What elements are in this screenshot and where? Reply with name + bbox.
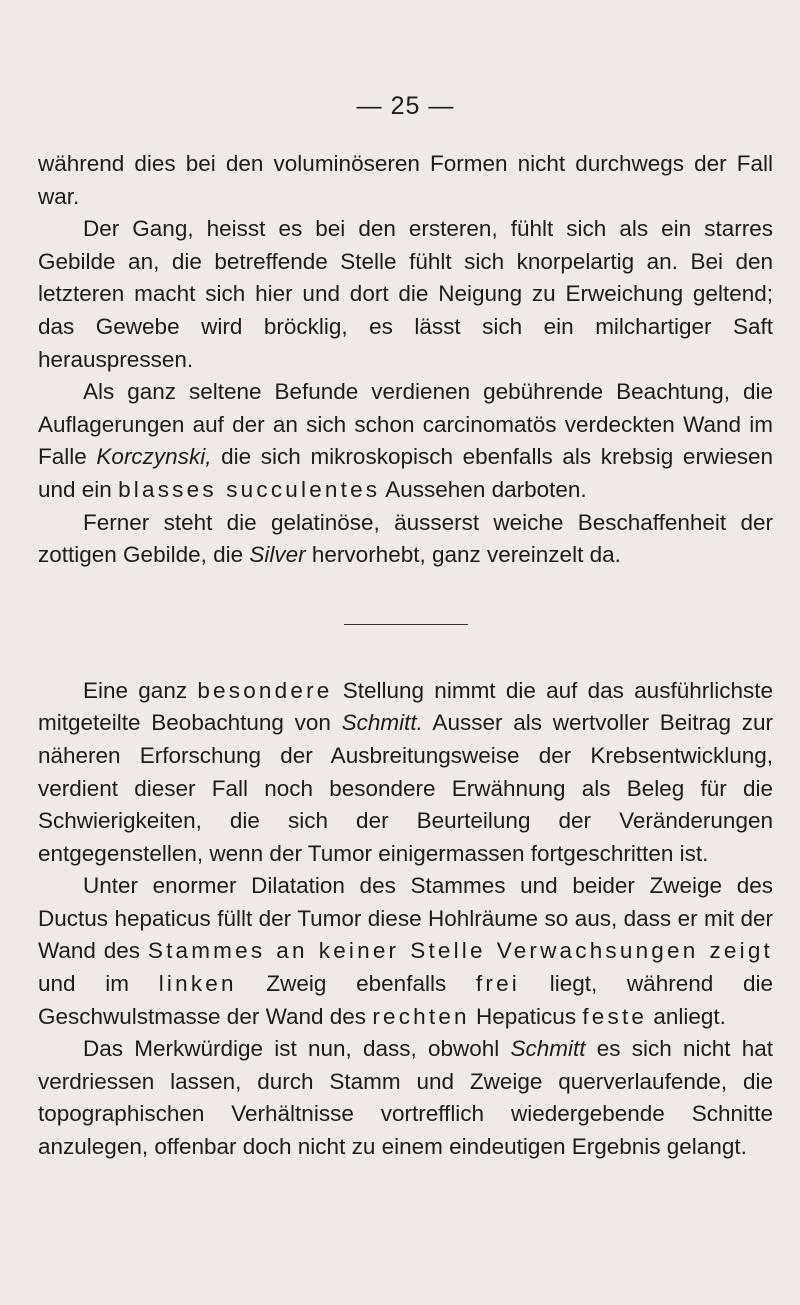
text-run: liegt, während die Geschwulstmasse der Wand des: [38, 971, 773, 1029]
text-run: Unter enormer Dilatation des Stammes und beider Zweige des Ductus hepaticus füllt der Tumor diese Hohlräume so aus, dass er mit der Wand des: [38, 873, 773, 964]
text-run: Als ganz seltene Befunde verdienen gebührende Beachtung, die Auflagerungen auf der an sich schon carcinomatös verdeckten Wand im Falle: [38, 379, 773, 470]
text-run: Eine ganz: [83, 677, 198, 703]
spaced-emphasis: besondere: [197, 677, 333, 703]
spaced-emphasis: Stammes an keiner Stelle Verwachsungen zeigt: [147, 938, 773, 964]
text-run: Aussehen darboten.: [380, 476, 587, 502]
author-name-silver: Silver: [249, 542, 306, 568]
spaced-emphasis: rechten: [372, 1003, 470, 1029]
text-run: und im: [38, 971, 159, 997]
text-run: Ferner steht die gelatinöse, äusserst weiche Beschaffenheit der zottigen Gebilde, die: [38, 509, 773, 568]
paragraph-7: [38, 1033, 773, 1163]
paragraph-6: [38, 870, 773, 1033]
text-run: Hepaticus: [469, 1003, 583, 1029]
text-run: Ausser als wertvoller Beitrag zur näheren Erforschung der Ausbreitungsweise der Krebsentwicklung, verdient dieser Fall noch besondere Erwähnung als Beleg für die Schwierigkeiten, die sich der Beurteilung der Veränderungen entgegenstellen, wenn der Tumor einigermassen fortgeschritten ist.: [38, 710, 773, 866]
page-number: — 25 —: [356, 92, 455, 120]
author-name-schmitt: Schmitt.: [341, 710, 423, 736]
text-run: die sich mikroskopisch ebenfalls als krebsig erwiesen und ein: [38, 444, 773, 502]
spaced-emphasis: feste: [582, 1003, 648, 1029]
paragraph-5: [38, 675, 773, 871]
document-page: [38, 88, 773, 1164]
author-name-schmitt: Schmitt: [510, 1036, 586, 1062]
author-name-korczynski: Korczynski,: [96, 444, 212, 470]
section-divider: [344, 624, 468, 625]
spaced-emphasis: linken: [158, 971, 237, 997]
paragraph-4: [38, 507, 773, 572]
spaced-emphasis: blasses succulentes: [118, 476, 381, 502]
text-run: es sich nicht hat verdriessen lassen, durch Stamm und Zweige querverlaufende, die topographischen Verhältnisse vortrefflich wiedergebende Schnitte anzulegen, offenbar doch nicht zu einem eindeutigen Ergebnis gelangt.: [38, 1036, 773, 1160]
paragraph-2: Der Gang, heisst es bei den ersteren, fühlt sich als ein starres Gebilde an, die betreffende Stelle fühlt sich knorpelartig an. Bei den letzteren macht sich hier und dort die Neigung zu Erweichung geltend; das Gewebe wird bröcklig, es lässt sich ein milchartiger Saft herauspressen.: [38, 216, 773, 372]
paragraph-1: während dies bei den voluminöseren Formen nicht durchwegs der Fall war.: [38, 151, 773, 209]
paragraph-3: [38, 376, 773, 506]
text-run: Das Merkwürdige ist nun, dass, obwohl: [83, 1036, 511, 1062]
spaced-emphasis: frei: [475, 971, 520, 997]
text-run: anliegt.: [647, 1003, 726, 1029]
text-run: Zweig ebenfalls: [236, 971, 476, 997]
text-run: Stellung nimmt die auf das ausführlichste mitgeteilte Beobachtung von: [38, 677, 773, 736]
text-run: hervorhebt, ganz vereinzelt da.: [305, 542, 621, 568]
